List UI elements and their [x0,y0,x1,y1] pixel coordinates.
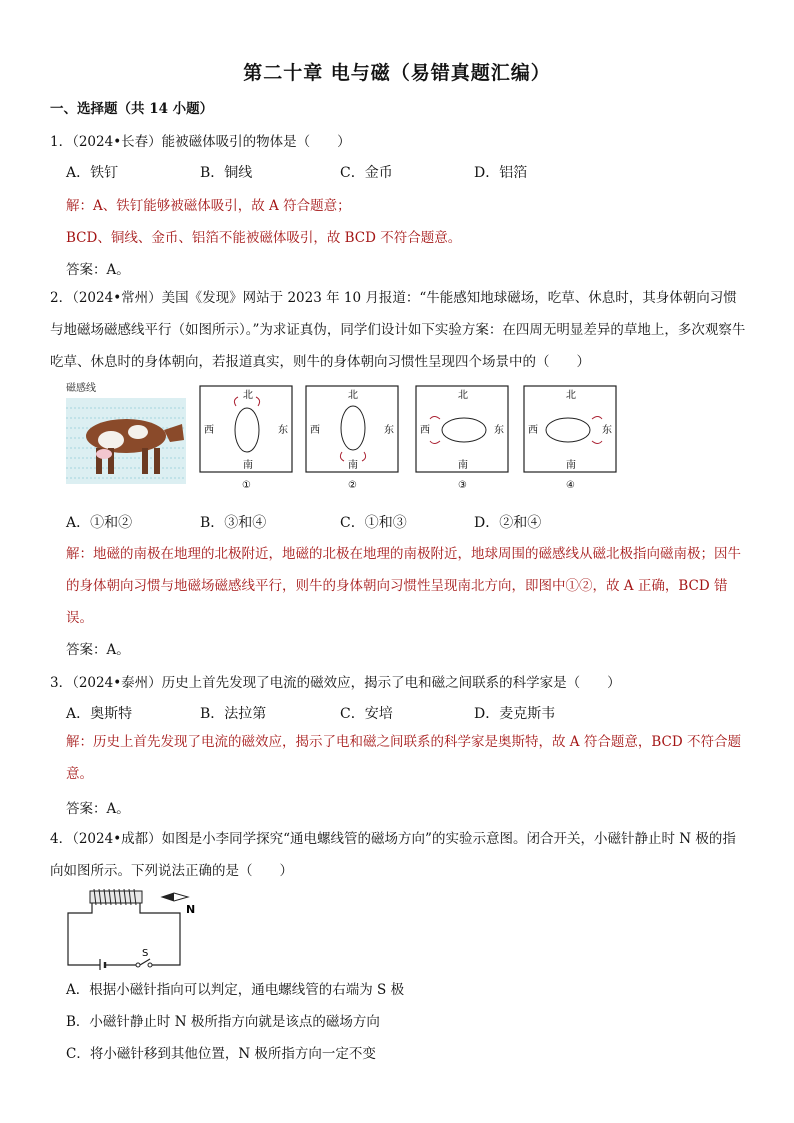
needle-n-label: N [186,903,196,916]
question-2-solution: 解：地磁的南极在地理的北极附近，地磁的北极在地理的南极附近，地球周围的磁感线从磁北极指向磁南极；因牛的身体朝向习惯与地磁场磁感线平行，则牛的身体朝向习惯性呈现南北方向，即图中①②，故 A 正确，BCD 错误。 [66,546,741,626]
scene-2 [306,386,398,491]
question-1-solution-line-1: 解：A、铁钉能够被磁体吸引，故 A 符合题意； [66,198,351,214]
question-1-solution-line-2: BCD、铜线、金币、铝箔不能被磁体吸引，故 BCD 不符合题意。 [66,230,462,246]
question-4-option-c: C．将小磁针移到其他位置，N 极所指方向一定不变 [66,1046,376,1062]
section-heading: 一、选择题（共 14 小题） [50,101,214,117]
scene-3 [416,386,508,491]
scene-4-east-label: 东 [602,425,612,436]
question-1-option-c: C．金币 [340,165,393,181]
scene-2-north-label: 北 [348,390,358,401]
scene-2-label: ② [348,480,357,491]
question-3-option-b: B．法拉第 [200,706,267,722]
scene-3-label: ③ [458,480,467,491]
scene-3-north-label: 北 [458,390,468,401]
scene-3-south-label: 南 [458,460,468,471]
scene-4-north-label: 北 [566,390,576,401]
solenoid [90,889,142,905]
question-1-answer: 答案：A。 [66,262,130,278]
question-2-option-a: A．①和② [66,515,133,531]
question-2-option-b: B．③和④ [200,515,267,531]
scene-3-east-label: 东 [494,425,504,436]
question-2-figure [66,380,626,502]
question-4-circuit-figure [62,885,202,974]
question-4-option-a: A．根据小磁针指向可以判定，通电螺线管的右端为 S 极 [66,982,405,998]
scene-1-north-label: 北 [243,390,253,401]
switch [136,948,152,967]
scene-2-south-label: 南 [348,460,358,471]
question-1-option-a: A．铁钉 [66,165,119,181]
question-1-stem: 1．（2024•长春）能被磁体吸引的物体是（ ） [50,134,351,150]
question-3-stem: 3．（2024•泰州）历史上首先发现了电流的磁效应，揭示了电和磁之间联系的科学家是（ ） [50,675,621,691]
scene-1-west-label: 西 [204,425,214,436]
scene-2-west-label: 西 [310,425,320,436]
question-3-option-a: A．奥斯特 [66,706,133,722]
scene-3-west-label: 西 [420,425,430,436]
battery [100,959,110,970]
scene-4 [524,386,616,491]
question-2-option-d: D．②和④ [474,515,542,531]
page-title: 第二十章 电与磁（易错真题汇编） [243,62,551,84]
cow-caption: 磁感线 [66,383,96,394]
question-2-figure-svg [66,380,626,498]
question-3-answer: 答案：A。 [66,801,130,817]
question-2-option-c: C．①和③ [340,515,407,531]
question-2-stem: 2．（2024•常州）美国《发现》网站于 2023 年 10 月报道：“牛能感知地球磁场，吃草、休息时，其身体朝向习惯与地磁场磁感线平行（如图所示）。”为求证真伪，同学们设计如下实验方案：在四周无明显差异的草地上，多次观察牛吃草、休息时的身体朝向，若报道真实，则牛的身体朝向习惯性呈现四个场景中的（ ） [50,290,746,370]
scene-4-south-label: 南 [566,460,576,471]
switch-label: S [142,948,149,959]
scene-4-label: ④ [566,480,575,491]
question-1-option-d: D．铝箔 [474,165,528,181]
question-3-option-d: D．麦克斯韦 [474,706,556,722]
question-3-solution: 解：历史上首先发现了电流的磁效应，揭示了电和磁之间联系的科学家是奥斯特，故 A 符合题意，BCD 不符合题意。 [66,734,741,782]
scene-1-south-label: 南 [243,460,253,471]
question-3-option-c: C．安培 [340,706,393,722]
scene-4-west-label: 西 [528,425,538,436]
scene-1 [200,386,292,491]
circuit-diagram [62,885,202,970]
scene-1-east-label: 东 [278,425,288,436]
question-4-option-b: B．小磁针静止时 N 极所指方向就是该点的磁场方向 [66,1014,380,1030]
scene-1-label: ① [242,480,251,491]
scene-2-east-label: 东 [384,425,394,436]
circuit-wires [68,903,180,965]
cow-illustration [66,398,186,484]
question-4-stem: 4．（2024•成都）如图是小李同学探究“通电螺线管的磁场方向”的实验示意图。闭合开关，小磁针静止时 N 极的指向如图所示。下列说法正确的是（ ） [50,831,736,879]
question-1-option-b: B．铜线 [200,165,253,181]
question-2-answer: 答案：A。 [66,642,130,658]
